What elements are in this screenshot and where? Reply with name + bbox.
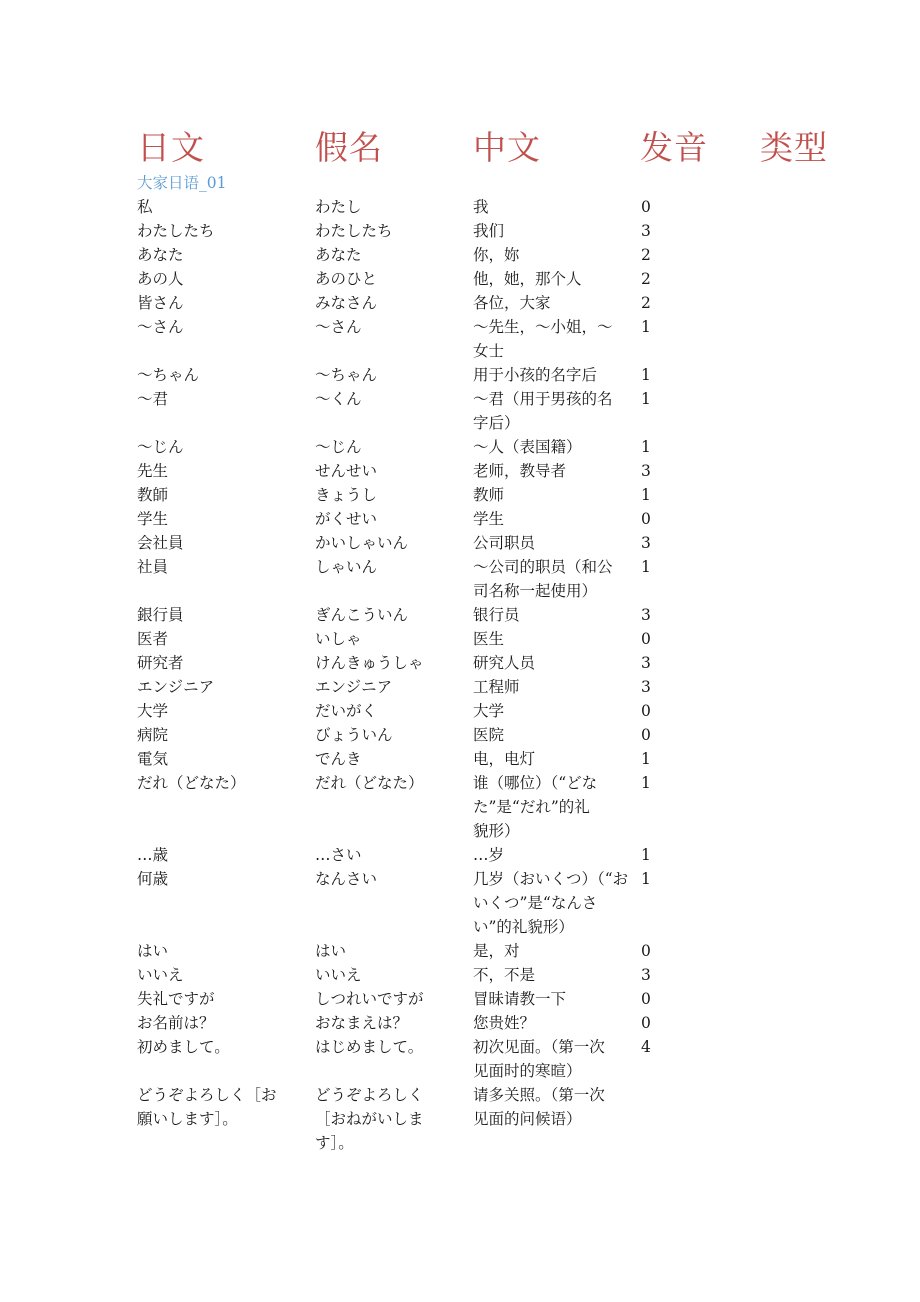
cell-line: 几岁（おいくつ）（“お [473, 870, 629, 888]
cell-pronunciation: 0 [641, 942, 651, 960]
cell-kana [315, 939, 440, 963]
table-row [0, 195, 920, 219]
cell-line: 失礼ですが [137, 990, 215, 1008]
cell-line: せんせい [315, 462, 378, 480]
cell-pronunciation: 1 [641, 750, 651, 768]
cell-line: 冒昧请教一下 [473, 990, 567, 1008]
table-row [0, 363, 920, 387]
cell-kana [315, 651, 440, 675]
cell-pronunciation: 1 [641, 870, 651, 888]
cell-chinese [473, 531, 630, 555]
cell-japanese [137, 699, 297, 723]
cell-kana [315, 363, 440, 387]
cell-kana [315, 603, 440, 627]
cell-line: がくせい [315, 510, 378, 528]
cell-chinese [473, 195, 630, 219]
cell-japanese [137, 195, 297, 219]
cell-line: ～ちゃん [137, 366, 200, 384]
cell-line: ぎんこういん [315, 606, 409, 624]
cell-line: はじめまして。 [315, 1038, 424, 1056]
cell-kana [315, 627, 440, 651]
cell-japanese [137, 651, 297, 675]
header-chinese: 中文 [473, 128, 541, 167]
cell-kana [315, 963, 440, 987]
table-row [0, 1035, 920, 1083]
cell-kana [315, 987, 440, 1011]
cell-line: どうぞよろしく［お [137, 1086, 277, 1104]
table-row [0, 291, 920, 315]
cell-japanese [137, 267, 297, 291]
cell-line: 字后） [473, 414, 520, 432]
cell-kana [315, 771, 440, 795]
cell-line: いいえ [315, 966, 362, 984]
cell-pronunciation: 3 [641, 222, 651, 240]
cell-line: 電気 [137, 750, 169, 768]
cell-line: おなまえは？ [315, 1014, 409, 1032]
cell-kana [315, 555, 440, 579]
cell-japanese [137, 963, 297, 987]
cell-line: ～さん [315, 318, 362, 336]
cell-line: 老师，教导者 [473, 462, 567, 480]
cell-line: はい [137, 942, 169, 960]
cell-chinese [473, 699, 630, 723]
cell-line: しつれいですが [315, 990, 424, 1008]
cell-line: 初次见面。（第一次 [473, 1038, 605, 1056]
cell-chinese [473, 243, 630, 267]
cell-chinese [473, 387, 630, 435]
vocabulary-table [0, 195, 920, 1155]
cell-line: 学生 [473, 510, 505, 528]
cell-line: 见面的问候语） [473, 1110, 582, 1128]
cell-line: でんき [315, 750, 362, 768]
cell-kana [315, 243, 440, 267]
cell-line: みなさん [315, 294, 378, 312]
cell-chinese [473, 483, 630, 507]
cell-line: 社員 [137, 558, 169, 576]
cell-kana [315, 867, 440, 891]
cell-line: 先生 [137, 462, 169, 480]
cell-pronunciation: 3 [641, 462, 651, 480]
cell-kana [315, 531, 440, 555]
cell-line: ～ちゃん [315, 366, 378, 384]
table-row [0, 555, 920, 603]
cell-line: あなた [315, 246, 362, 264]
cell-japanese [137, 1011, 297, 1035]
cell-kana [315, 747, 440, 771]
table-row [0, 267, 920, 291]
table-row [0, 435, 920, 459]
cell-chinese [473, 603, 630, 627]
cell-line: あなた [137, 246, 184, 264]
cell-line: ～くん [315, 390, 362, 408]
cell-line: 初めまして。 [137, 1038, 230, 1056]
cell-chinese [473, 1035, 630, 1083]
table-row [0, 1083, 920, 1155]
cell-kana [315, 291, 440, 315]
cell-chinese [473, 1011, 630, 1035]
cell-kana [315, 459, 440, 483]
table-row [0, 315, 920, 363]
cell-kana [315, 843, 440, 867]
table-row [0, 483, 920, 507]
cell-pronunciation: 0 [641, 198, 651, 216]
cell-kana [315, 723, 440, 747]
cell-line: あのひと [315, 270, 378, 288]
cell-line: なんさい [315, 870, 378, 888]
cell-line: 銀行員 [137, 606, 184, 624]
cell-line: 学生 [137, 510, 169, 528]
cell-kana [315, 435, 440, 459]
cell-pronunciation: 3 [641, 654, 651, 672]
cell-line: あの人 [137, 270, 184, 288]
cell-japanese [137, 435, 297, 459]
cell-chinese [473, 1083, 630, 1131]
cell-pronunciation: 0 [641, 726, 651, 744]
header-japanese: 日文 [137, 128, 205, 167]
cell-japanese [137, 291, 297, 315]
cell-line: ～さん [137, 318, 184, 336]
cell-line: た”是“だれ”的礼 [473, 798, 590, 816]
table-row [0, 603, 920, 627]
cell-chinese [473, 987, 630, 1011]
table-row [0, 747, 920, 771]
cell-line: 公司职员 [473, 534, 536, 552]
cell-pronunciation: 1 [641, 366, 651, 384]
cell-kana [315, 1011, 440, 1035]
column-header-row [0, 122, 920, 170]
cell-line: びょういん [315, 726, 393, 744]
cell-line: 请多关照。（第一次 [473, 1086, 605, 1104]
cell-japanese [137, 627, 297, 651]
cell-line: 见面时的寒暄） [473, 1062, 582, 1080]
cell-line: はい [315, 942, 347, 960]
cell-kana [315, 1083, 440, 1155]
cell-line: いしゃ [315, 630, 362, 648]
cell-line: ～人（表国籍） [473, 438, 582, 456]
table-row [0, 699, 920, 723]
cell-line: …歳 [137, 846, 169, 864]
cell-pronunciation: 1 [641, 318, 651, 336]
table-row [0, 987, 920, 1011]
cell-chinese [473, 939, 630, 963]
cell-line: 医者 [137, 630, 169, 648]
cell-line: ～じん [315, 438, 362, 456]
cell-line: どうぞよろしく [315, 1086, 424, 1104]
cell-pronunciation: 1 [641, 486, 651, 504]
table-row [0, 219, 920, 243]
table-row [0, 627, 920, 651]
cell-line: エンジニア [315, 678, 393, 696]
cell-line: かいしゃいん [315, 534, 409, 552]
cell-kana [315, 315, 440, 339]
cell-pronunciation: 1 [641, 390, 651, 408]
table-row [0, 1011, 920, 1035]
cell-line: 医生 [473, 630, 505, 648]
table-row [0, 771, 920, 843]
cell-kana [315, 387, 440, 411]
cell-line: しゃいん [315, 558, 378, 576]
cell-line: 电，电灯 [473, 750, 536, 768]
cell-line: だれ（どなた） [137, 774, 246, 792]
table-row [0, 963, 920, 987]
cell-line: ～公司的职员（和公 [473, 558, 613, 576]
table-row [0, 675, 920, 699]
cell-line: 司名称一起使用） [473, 582, 598, 600]
cell-japanese [137, 483, 297, 507]
table-row [0, 459, 920, 483]
cell-chinese [473, 627, 630, 651]
cell-japanese [137, 723, 297, 747]
cell-line: 我们 [473, 222, 505, 240]
table-row [0, 939, 920, 963]
cell-line: 医院 [473, 726, 505, 744]
cell-line: ～君 [137, 390, 169, 408]
cell-chinese [473, 363, 630, 387]
cell-japanese [137, 243, 297, 267]
cell-line: 各位，大家 [473, 294, 551, 312]
cell-pronunciation: 1 [641, 438, 651, 456]
cell-japanese [137, 315, 297, 339]
cell-chinese [473, 963, 630, 987]
cell-pronunciation: 0 [641, 630, 651, 648]
table-row [0, 531, 920, 555]
cell-line: 貌形） [473, 822, 520, 840]
cell-pronunciation: 3 [641, 678, 651, 696]
cell-kana [315, 195, 440, 219]
cell-line: 他，她，那个人 [473, 270, 582, 288]
cell-line: 工程师 [473, 678, 520, 696]
cell-chinese [473, 555, 630, 603]
cell-kana [315, 507, 440, 531]
cell-line: い”的礼貌形） [473, 918, 574, 936]
cell-chinese [473, 435, 630, 459]
table-row [0, 843, 920, 867]
cell-line: いくつ”是“なんさ [473, 894, 598, 912]
cell-japanese [137, 555, 297, 579]
cell-pronunciation: 2 [641, 246, 651, 264]
cell-pronunciation: 3 [641, 966, 651, 984]
cell-line: 大学 [137, 702, 169, 720]
cell-chinese [473, 747, 630, 771]
cell-line: ～じん [137, 438, 184, 456]
cell-line: 我 [473, 198, 489, 216]
cell-pronunciation: 0 [641, 702, 651, 720]
header-type: 类型 [760, 128, 828, 167]
cell-chinese [473, 651, 630, 675]
cell-pronunciation: 0 [641, 990, 651, 1008]
cell-line: 病院 [137, 726, 169, 744]
cell-chinese [473, 219, 630, 243]
cell-line: 研究人员 [473, 654, 536, 672]
cell-line: だれ（どなた） [315, 774, 424, 792]
cell-japanese [137, 1035, 297, 1059]
cell-line: 您贵姓？ [473, 1014, 536, 1032]
cell-chinese [473, 843, 630, 867]
cell-chinese [473, 267, 630, 291]
cell-line: す］。 [315, 1134, 354, 1152]
cell-line: 私 [137, 198, 153, 216]
table-row [0, 387, 920, 435]
cell-pronunciation: 0 [641, 1014, 651, 1032]
cell-japanese [137, 747, 297, 771]
cell-line: …さい [315, 846, 362, 864]
cell-japanese [137, 603, 297, 627]
cell-chinese [473, 315, 630, 363]
cell-chinese [473, 459, 630, 483]
cell-japanese [137, 675, 297, 699]
header-pronunciation: 发音 [640, 128, 708, 167]
cell-line: 谁（哪位）（“どな [473, 774, 598, 792]
cell-kana [315, 1035, 440, 1059]
cell-line: エンジニア [137, 678, 215, 696]
cell-chinese [473, 675, 630, 699]
cell-line: いいえ [137, 966, 184, 984]
cell-line: 教師 [137, 486, 169, 504]
cell-line: 是，对 [473, 942, 520, 960]
cell-chinese [473, 771, 630, 843]
cell-kana [315, 219, 440, 243]
cell-chinese [473, 291, 630, 315]
cell-line: だいがく [315, 702, 378, 720]
cell-japanese [137, 987, 297, 1011]
cell-pronunciation: 2 [641, 270, 651, 288]
cell-pronunciation: 1 [641, 558, 651, 576]
cell-japanese [137, 771, 297, 795]
cell-line: 研究者 [137, 654, 184, 672]
cell-line: 何歳 [137, 870, 169, 888]
cell-line: 用于小孩的名字后 [473, 366, 598, 384]
cell-line: 大学 [473, 702, 505, 720]
cell-line: 皆さん [137, 294, 184, 312]
cell-line: 願いします］。 [137, 1110, 238, 1128]
cell-japanese [137, 867, 297, 891]
cell-japanese [137, 507, 297, 531]
cell-pronunciation: 3 [641, 606, 651, 624]
cell-chinese [473, 867, 630, 939]
cell-line: お名前は？ [137, 1014, 215, 1032]
cell-japanese [137, 843, 297, 867]
cell-line: 银行员 [473, 606, 520, 624]
cell-line: きょうし [315, 486, 378, 504]
section-title: 大家日语_01 [137, 174, 227, 192]
table-row [0, 867, 920, 939]
cell-japanese [137, 387, 297, 411]
table-row [0, 507, 920, 531]
table-row [0, 243, 920, 267]
cell-japanese [137, 363, 297, 387]
cell-line: 不，不是 [473, 966, 536, 984]
cell-pronunciation: 1 [641, 774, 651, 792]
cell-pronunciation: 4 [641, 1038, 651, 1056]
cell-kana [315, 267, 440, 291]
cell-line: わたし [315, 198, 362, 216]
cell-japanese [137, 1083, 297, 1131]
cell-line: ～先生，～小姐，～ [473, 318, 613, 336]
table-row [0, 723, 920, 747]
table-row [0, 651, 920, 675]
cell-pronunciation: 1 [641, 846, 651, 864]
cell-pronunciation: 0 [641, 510, 651, 528]
cell-kana [315, 675, 440, 699]
cell-japanese [137, 219, 297, 243]
cell-chinese [473, 723, 630, 747]
cell-kana [315, 699, 440, 723]
cell-line: ～君（用于男孩的名 [473, 390, 613, 408]
cell-japanese [137, 939, 297, 963]
cell-line: 你，妳 [473, 246, 520, 264]
cell-line: ［おねがいしま [315, 1110, 424, 1128]
cell-line: 教师 [473, 486, 505, 504]
cell-pronunciation: 3 [641, 534, 651, 552]
cell-chinese [473, 507, 630, 531]
cell-line: …岁 [473, 846, 505, 864]
cell-line: けんきゅうしゃ [315, 654, 424, 672]
header-kana: 假名 [315, 128, 383, 167]
cell-line: わたしたち [137, 222, 215, 240]
cell-japanese [137, 459, 297, 483]
cell-pronunciation: 2 [641, 294, 651, 312]
cell-line: わたしたち [315, 222, 393, 240]
cell-kana [315, 483, 440, 507]
cell-line: 女士 [473, 342, 505, 360]
cell-line: 会社員 [137, 534, 184, 552]
cell-japanese [137, 531, 297, 555]
